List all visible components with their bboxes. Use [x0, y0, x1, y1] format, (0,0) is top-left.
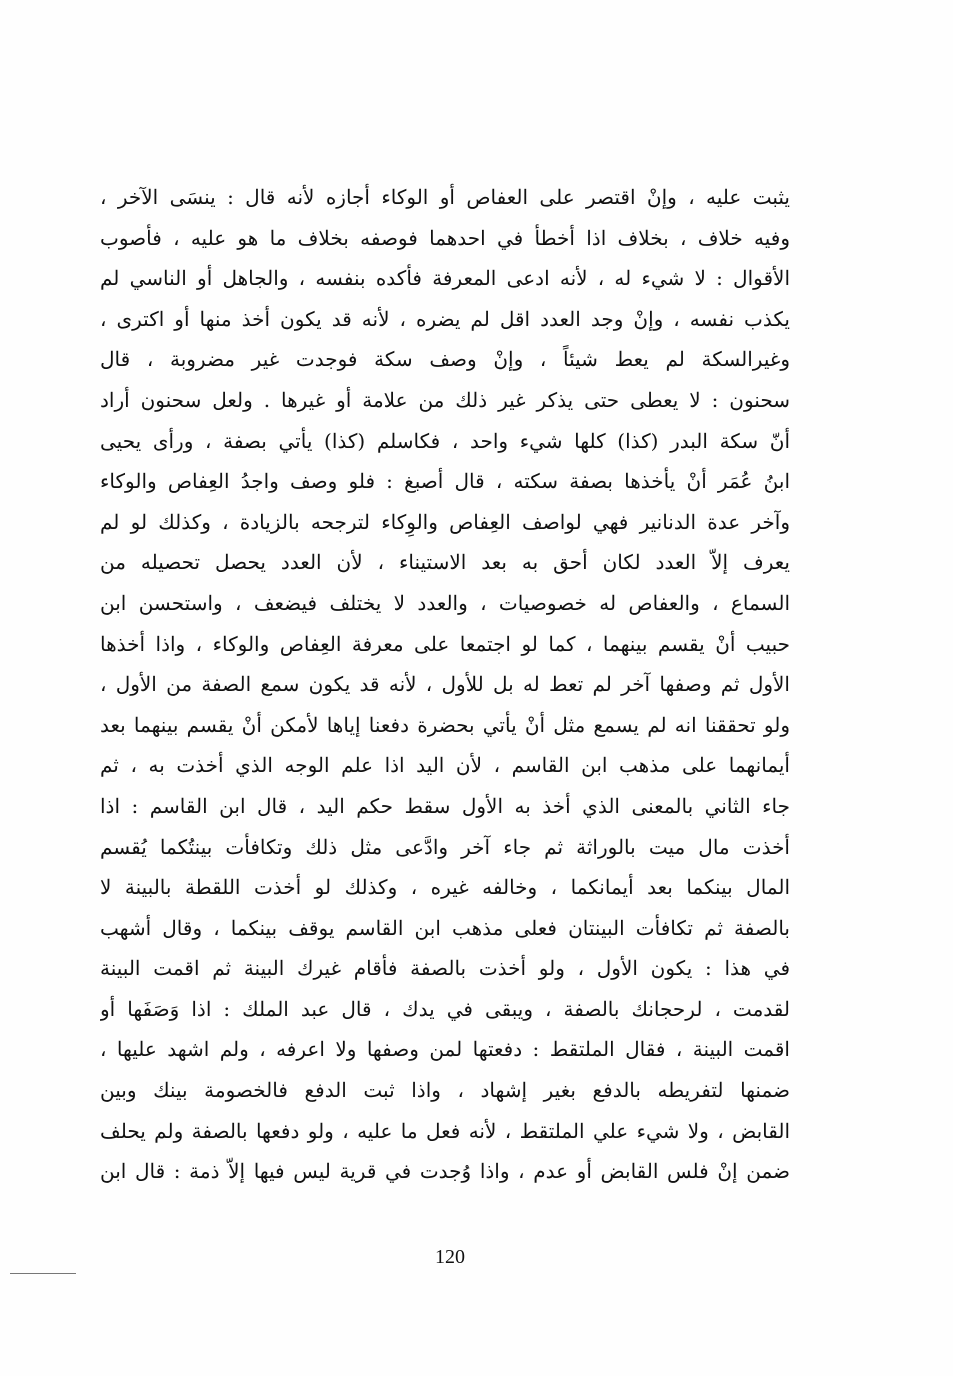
text-line: القابض ، ولا شيء علي الملتقط ، لأنه فعل ما عليه ، ولو دفعها بالصفة ولم يحلف: [100, 1118, 790, 1143]
text-line: حبيب أنْ يقسم بينهما ، كما لو اجتمعا على معرفة العِفاص والوكاء ، واذا أخذها: [100, 631, 790, 656]
text-line: بالصفة ثم تكافأت البينتان فعلى مذهب ابن القاسم يوقف بينكما ، وقال أشهب: [100, 915, 790, 940]
text-line: ولو تحققنا انه لم يسمع مثل أنْ يأتي بحضرة دفعنا إياها لأمكن أنْ يقسم بينهما بعد: [100, 712, 790, 737]
text-line: جاء الثاني بالمعنى الذي أخذ به الأول سقط حكم اليد ، قال ابن القاسم : اذا: [100, 793, 790, 818]
text-line: أيمانهما على مذهب ابن القاسم ، لأن اليد اذا علم الوجه الذي أخذت به ، ثم: [100, 753, 790, 778]
text-line: أخذت مال ميت بالوراثة ثم جاء آخر وادَّعى مثل ذلك وتكافأت بينتُكما يُقسم: [100, 834, 790, 859]
text-line: ضمنها لتفريطه بالدفع بغير إشهاد ، واذا ثبت الدفع فالخصومة بينك وبين: [100, 1078, 790, 1103]
page-number: 120: [435, 1246, 465, 1268]
text-line: وفيه خلاف ، بخلاف اذا أخطأ في احدهما فوصفه بخلاف ما هو عليه ، فأصوب: [100, 225, 790, 250]
text-line: الأقوال : لا شيء له ، لأنه ادعى المعرفة فأكده بنفسه ، والجاهل أو الناسي لم: [100, 266, 790, 291]
text-line: أنّ سكة البدر (كذا) كلها شيء واحد ، فكاسلم (كذا) يأتي بصفة ، ورأى يحيى: [100, 428, 790, 453]
text-line: يكذب نفسه ، وإنْ وجد العدد اقل لم يضره ، لأنه قد يكون أخذ منها أو اكترى ،: [100, 306, 790, 331]
text-line: لقدمت ، لرحجانك بالصفة ، ويبقى في يدك ، قال عبد الملك : اذا وَصَفَها أو: [100, 996, 790, 1021]
text-line: اقمت البينة ، فقال الملتقط : دفعتها لمن وصفها ولا اعرفه ، ولم اشهد عليها ،: [100, 1037, 790, 1062]
text-line: السماع ، والعفاص له خصوصيات ، والعدد لا يختلف فيضعف ، واستحسن ابن: [100, 590, 790, 615]
text-line: وآخر عدة الدنانير فهي لواصف العِفاص والوِكاء لترجحه بالزيادة ، وكذلك لو لم: [100, 509, 790, 534]
text-line: وغيرالسكة لم يعط شيئاً ، وإنْ وصف سكة فوجدت غير مضروبة ، قال: [100, 347, 790, 372]
text-line: يثبت عليه ، وإنْ اقتصر على العفاص أو الوكاء أجازه لأنه قال : ينسَى الآخر ،: [100, 185, 790, 209]
text-line: يعرف إلاّ العدد لكان أحق به بعد الاستيناء ، لأن العدد يحصل تحصيله من: [100, 550, 790, 575]
margin-rule: [10, 1273, 76, 1274]
text-line: ضمن إنْ فلس القابض أو عدم ، واذا وُجدت في قرية ليس فيها إلاّ ذمة : قال ابن: [100, 1159, 790, 1184]
text-line: المال بينكما بعد أيمانكما ، وخالفه غيره ، وكذلك لو أخذت اللقطة بالبينة لا: [100, 875, 790, 900]
text-line: الأول ثم وصفها آخر لم تعط له بل للأول ، لأنه قد يكون سمع الصفة من الأول ،: [100, 672, 790, 697]
body-text: [100, 177, 790, 1192]
text-line: ابنُ عُمَر أنْ يأخذها بصفة سكته ، قال أصبغ : فلو وصف واجدُ العِفاص والوكاء: [100, 469, 790, 494]
text-line: سحنون : لا يعطى حتى يذكر غير ذلك من علامة أو غيرها . ولعل سحنون أراد: [100, 387, 790, 412]
text-line: في هذا : يكون الأول ، ولو أخذت بالصفة فأقام غيرك البينة ثم اقمت البينة: [100, 956, 790, 981]
